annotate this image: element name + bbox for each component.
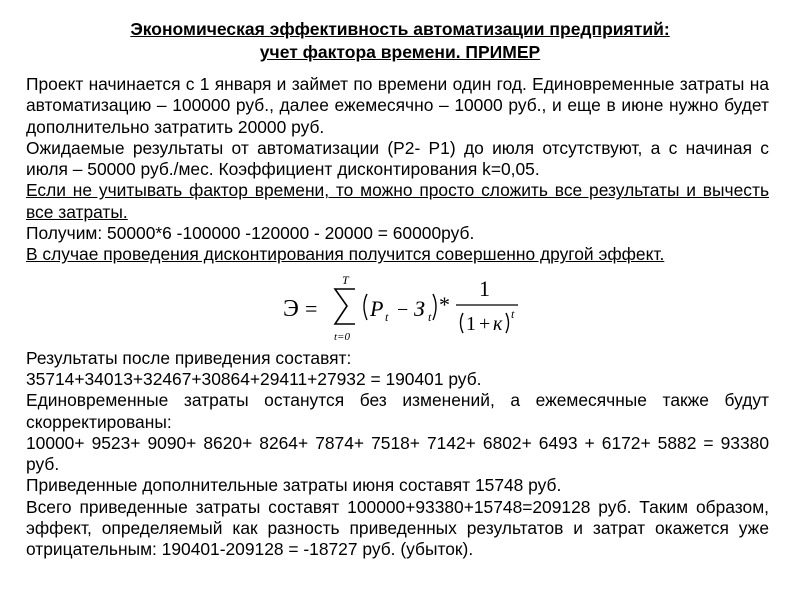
title-line-2: учет фактора времени. ПРИМЕР xyxy=(259,42,541,62)
formula-term-z: З xyxy=(413,295,425,321)
formula-sum-upper: T xyxy=(341,272,349,287)
formula-sum-lower: t=0 xyxy=(333,330,350,343)
paragraph-costs-adjusted: Единовременные затраты останутся без изменений, а ежемесячные также будут скорректированы: xyxy=(26,390,769,432)
formula-times: * xyxy=(438,291,450,317)
right-paren-icon xyxy=(433,294,436,320)
title-line-1: Экономическая эффективность автоматизации предприятий: xyxy=(130,19,670,39)
paragraph-total-effect: Всего приведенные затраты составят 100000+93380+15748=209128 руб. Таким образом, эффект, определяемый как разность приведенных результатов и затрат окажется уже отрицательным: 190401-209128 = -18727 руб. (убыток). xyxy=(26,496,769,560)
formula-term-p: P xyxy=(369,295,383,321)
paragraph-discounting-note xyxy=(26,244,769,265)
slide-body xyxy=(26,74,769,561)
paragraph-monthly-costs-sum: 10000+ 9523+ 9090+ 8620+ 8264+ 7874+ 7518+ 7142+ 6802+ 6493 + 6172+ 5882 = 93380 руб. xyxy=(26,432,769,475)
formula-numerator: 1 xyxy=(478,275,490,301)
effect-formula xyxy=(86,266,769,348)
left-paren-icon xyxy=(364,294,367,320)
formula-term-p-sub: t xyxy=(384,309,388,324)
formula-minus: − xyxy=(396,298,408,321)
formula-lhs: Э xyxy=(282,295,299,322)
paragraph-expected-results: Ожидаемые результаты от автоматизации (Р2- Р1) до июля отсутствуют, а с начиная с июля – 50000 руб./мес. Коэффициент дисконтирования k=0,05. xyxy=(26,137,769,180)
formula-exponent: t xyxy=(510,306,514,321)
paragraph-results-intro: Результаты после приведения составят: xyxy=(26,347,352,368)
paragraph-simple-sum: Получим: 50000*6 -100000 -120000 - 20000 = 60000руб. xyxy=(26,223,475,244)
paragraph-june-costs: Приведенные дополнительные затраты июня составят 15748 руб. xyxy=(26,475,562,496)
paragraph-no-time-factor: Если не учитывать фактор времени, то можно просто сложить все результаты и вычесть все затраты. xyxy=(26,180,769,222)
formula-plus: + xyxy=(478,312,490,335)
formula-equals: = xyxy=(304,295,317,321)
formula-base-one: 1 xyxy=(465,312,476,335)
denominator-right-paren-icon xyxy=(506,313,509,333)
denominator-left-paren-icon xyxy=(460,313,463,333)
sigma-icon xyxy=(335,289,355,324)
discounting-note-text: В случае проведения дисконтирования получится совершенно другой эффект. xyxy=(26,244,665,265)
slide-title xyxy=(0,18,800,64)
paragraph-project-description: Проект начинается с 1 января и займет по времени один год. Единовременные затраты на автоматизацию – 100000 руб., далее ежемесячно – 10000 руб., и еще в июне нужно будет дополнительно затратить 20000 руб. xyxy=(26,74,769,137)
paragraph-results-sum: 35714+34013+32467+30864+29411+27932 = 190401 руб. xyxy=(26,368,482,389)
formula-term-z-sub: t xyxy=(427,309,431,324)
formula-graphic xyxy=(283,266,573,348)
formula-kappa: к xyxy=(492,312,502,335)
